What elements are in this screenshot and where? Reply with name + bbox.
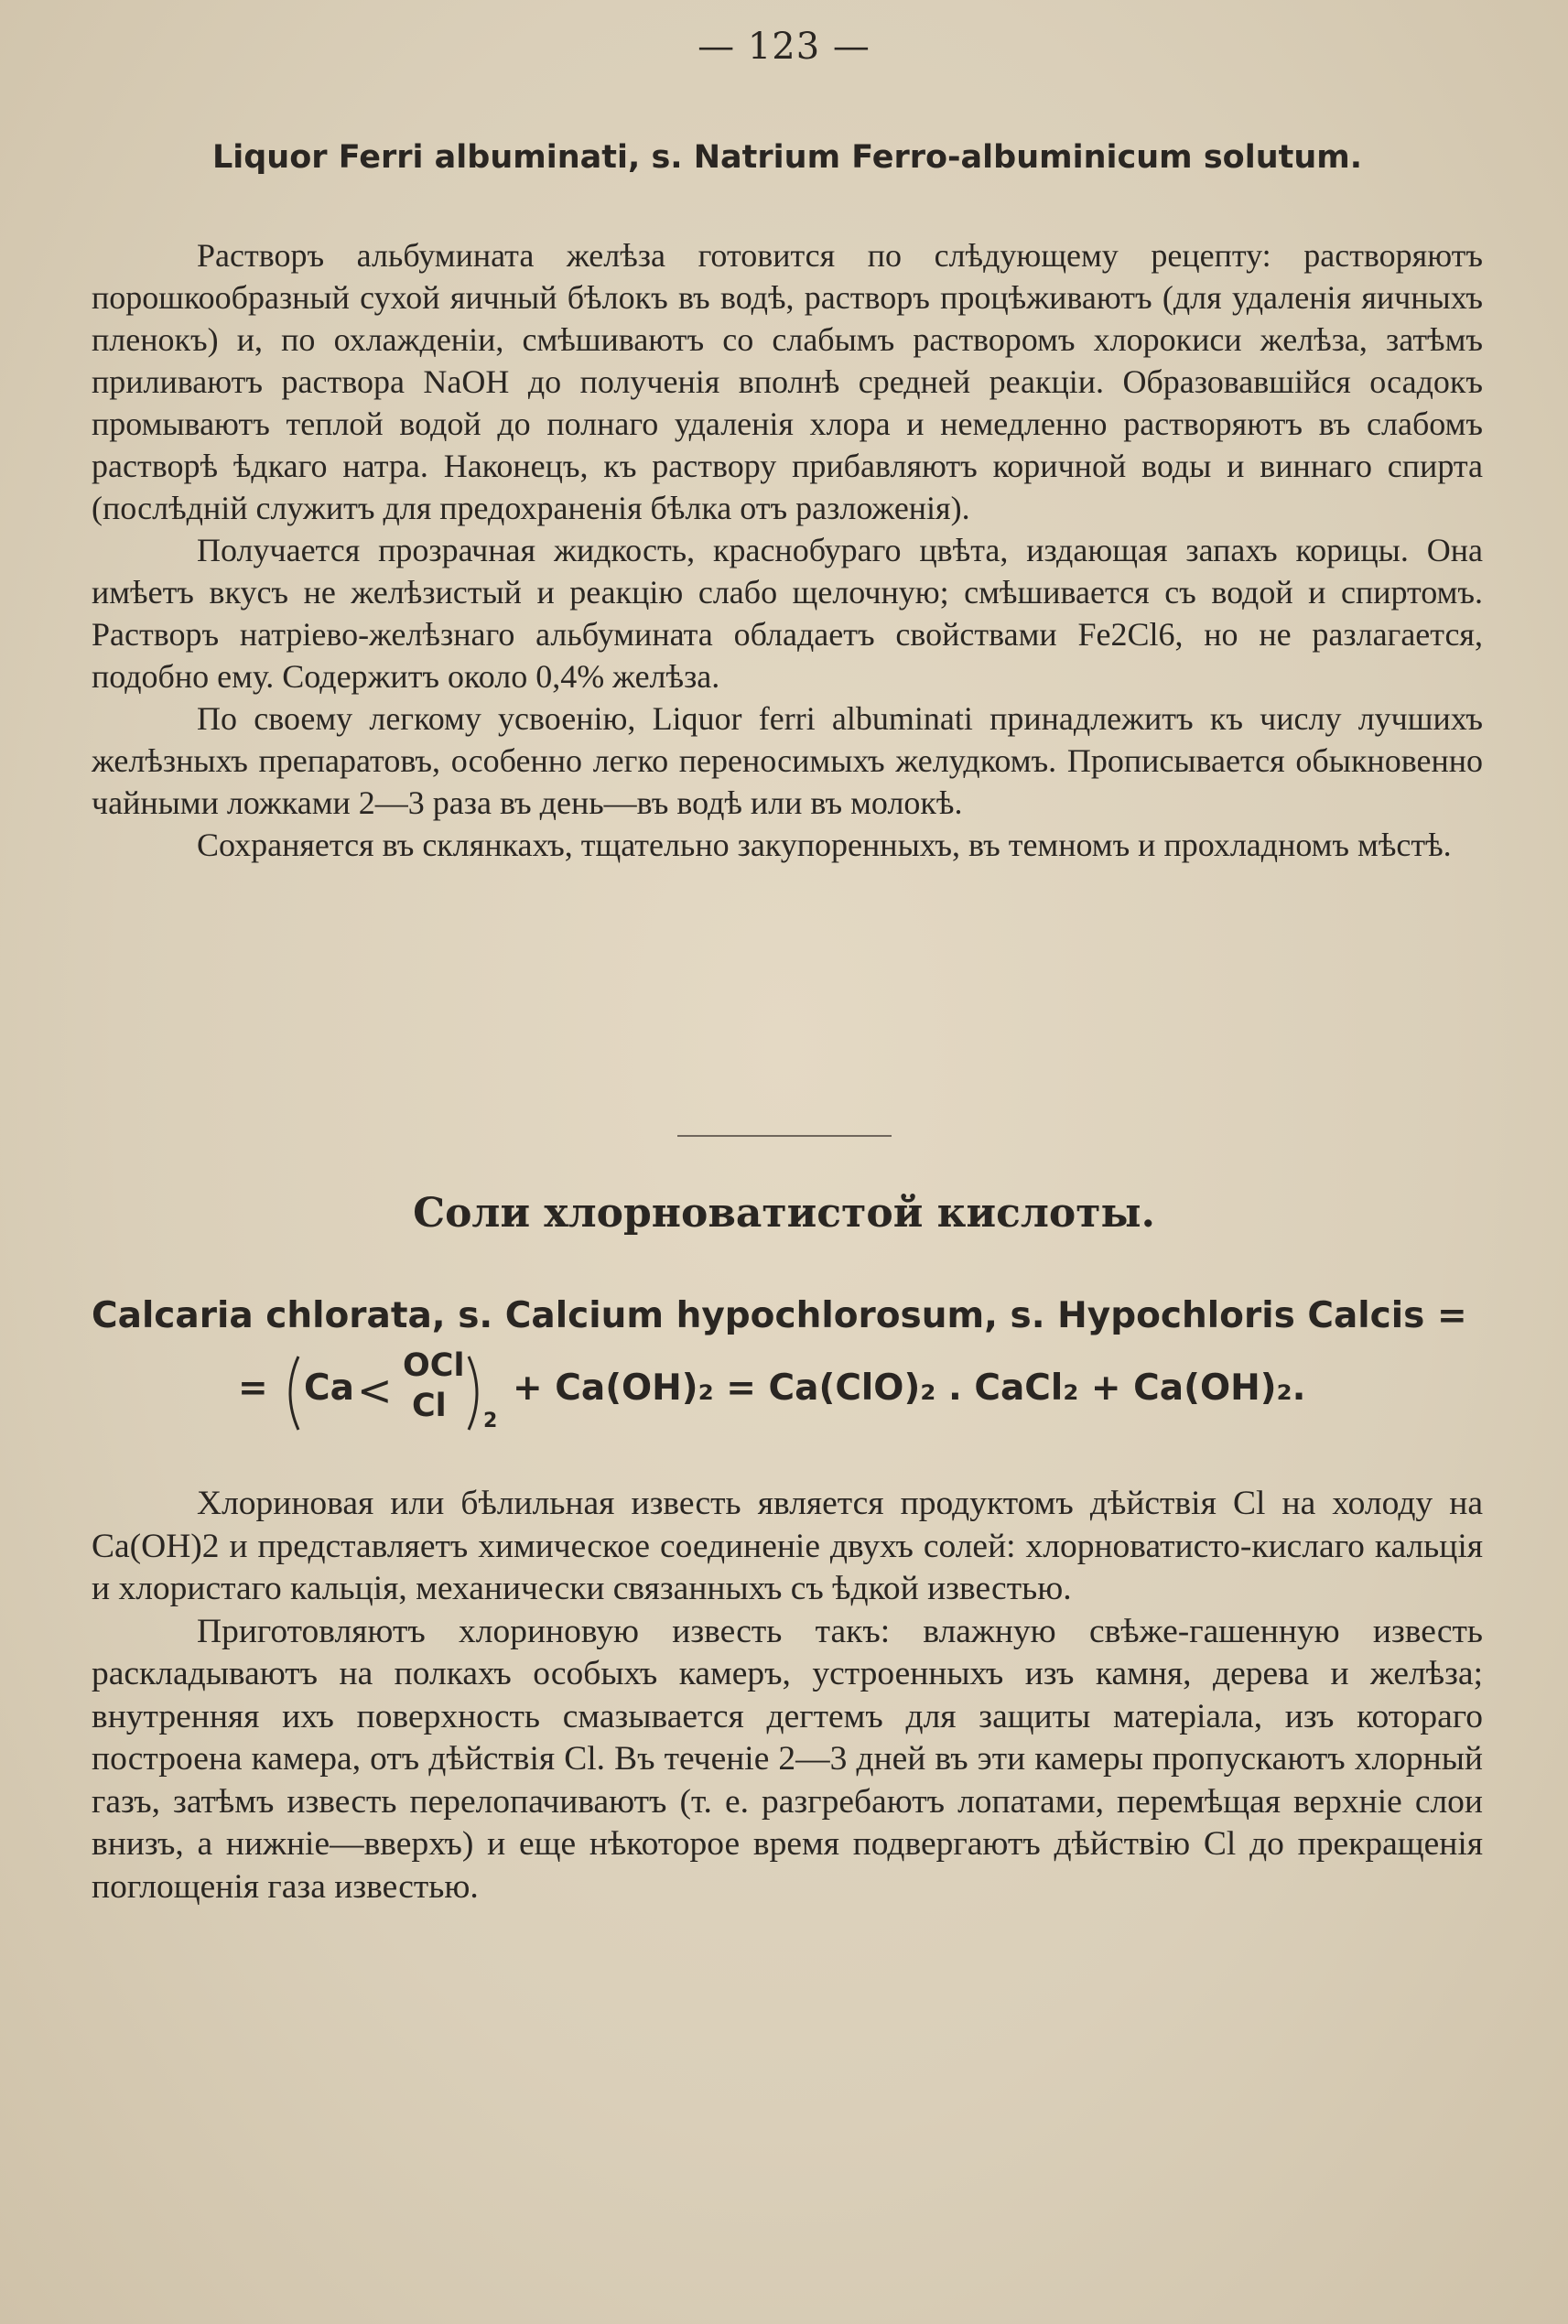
formula-calcium: Ca	[304, 1367, 354, 1409]
formula-equals: =	[238, 1367, 268, 1409]
section1-body	[92, 234, 1483, 866]
section-title-hypochlorite-salts: Соли хлорноватистой кислоты.	[413, 1190, 1155, 1237]
paragraph: Растворъ альбумината желѣза готовится по слѣдующему рецепту: растворяютъ порошкообразный сухой яичный бѣлокъ въ водѣ, растворъ процѣживаютъ (для удаленія яичныхъ пленокъ) и, по охлажденіи, смѣшиваютъ со слабымъ растворомъ хлорокиси желѣза, затѣмъ приливаютъ раствора NaOH до полученія вполнѣ средней реакціи. Образовавшійся осадокъ промываютъ теплой водой до полнаго удаленія хлора и немедленно растворяютъ въ слабомъ растворѣ ѣдкаго натра. Наконецъ, къ раствору прибавляютъ коричной воды и виннаго спирта (послѣдній служитъ для предохраненія бѣлка отъ разложенія).	[92, 237, 1483, 526]
paragraph: Сохраняется въ склянкахъ, тщательно закупоренныхъ, въ темномъ и прохладномъ мѣстѣ.	[197, 827, 1452, 863]
paragraph: Получается прозрачная жидкость, краснобураго цвѣта, издающая запахъ корицы. Она имѣетъ вкусъ не желѣзистый и реакцію слабо щелочную; смѣшивается съ водой и спиртомъ. Растворъ натріево-желѣзнаго альбумината обладаетъ свойствами Fe2Cl6, но не разлагается, подобно ему. Содержитъ около 0,4% желѣза.	[92, 532, 1483, 695]
formula-rest: + Ca(OH)₂ = Ca(ClO)₂ . CaCl₂ + Ca(OH)₂.	[513, 1367, 1306, 1409]
paragraph: По своему легкому усвоенію, Liquor ferri albuminati принадлежитъ къ числу лучшихъ желѣзныхъ препаратовъ, особенно легко переносимыхъ желудкомъ. Прописывается обыкновенно чайными ложками 2—3 раза въ день—въ водѣ или въ молокѣ.	[92, 700, 1483, 821]
formula-cl: Cl	[412, 1388, 447, 1424]
paragraph: Хлориновая или бѣлильная известь является продуктомъ дѣйствія Cl на холоду на Ca(OH)2 и представляетъ химическое соединеніе двухъ солей: хлорноватисто-кислаго кальція и хлористаго кальція, механически связанныхъ съ ѣдкой известью.	[92, 1485, 1483, 1607]
section-divider	[677, 1135, 892, 1137]
formula-ocl: OCl	[403, 1347, 465, 1384]
chemical-formula	[238, 1347, 1428, 1448]
section2-body	[92, 1483, 1483, 1908]
formula-bond: <	[357, 1366, 393, 1415]
paragraph: Приготовляютъ хлориновую известь такъ: влажную свѣже-гашенную известь раскладываютъ на полкахъ особыхъ камеръ, устроенныхъ изъ камня, дерева и желѣза; внутренняя ихъ поверхность смазывается дегтемъ для защиты матеріала, изъ котораго построена камера, отъ дѣйствія Cl. Въ теченіе 2—3 дней въ эти камеры пропускаютъ хлорный газъ, затѣмъ известь перелопачиваютъ (т. е. разгребаютъ лопатами, перемѣщая верхніе слои внизъ, а нижніе—вверхъ) и еще нѣкоторое время подвергаютъ дѣйствію Cl до прекращенія поглощенія газа известью.	[92, 1612, 1483, 1906]
calcaria-chlorata-title: Calcaria chlorata, s. Calcium hypochlorosum, s. Hypochloris Calcis =	[92, 1295, 1467, 1336]
left-paren-icon	[280, 1355, 302, 1432]
section-title-liquor-ferri: Liquor Ferri albuminati, s. Natrium Ferro-albuminicum solutum.	[211, 139, 1363, 176]
page-number: — 123 —	[697, 26, 871, 68]
formula-subscript: 2	[483, 1410, 498, 1432]
